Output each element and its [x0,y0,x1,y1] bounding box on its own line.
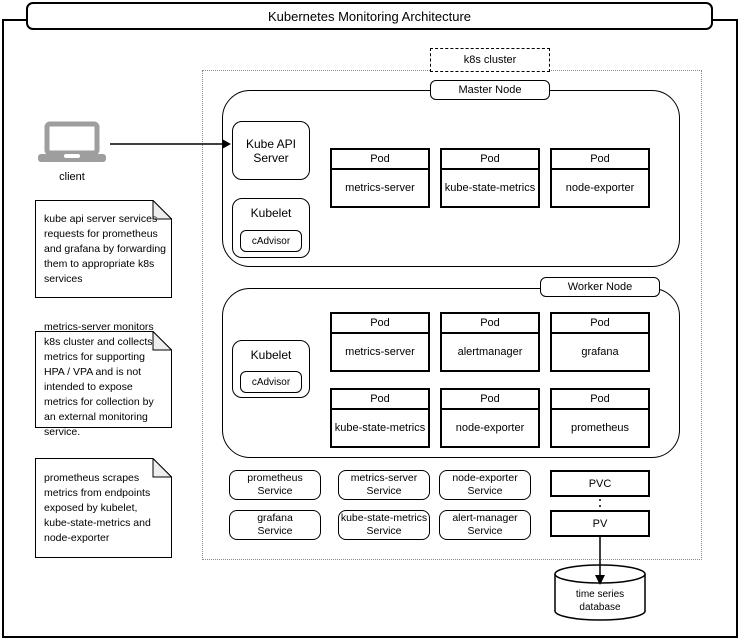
pod-app-label: kube-state-metrics [334,422,426,434]
service-name: node-exporter [452,472,518,484]
pod-app-label: metrics-server [345,182,415,194]
pod-header: Pod [442,390,538,410]
note-text: kube api server services requests for prometheus and grafana by forwarding them to appropriate k8s services [44,212,166,285]
service-kube-state-metrics [338,510,430,540]
service-type: Service [257,525,293,537]
pod-worker-node-exporter [440,388,540,448]
note-metrics-server [35,320,172,438]
service-name: grafana [257,512,293,524]
kubelet-label: Kubelet [250,348,292,362]
master-node-label-text: Master Node [458,84,522,96]
kube-api-server-box [232,121,310,180]
worker-node-label [540,277,660,297]
pod-header: Pod [332,390,428,410]
master-node-label [430,80,550,100]
service-node-exporter [439,470,531,500]
pod-header: Pod [442,314,538,334]
note-kube-api-server [35,200,172,298]
pod-app-label: kube-state-metrics [444,182,536,194]
pod-master-metrics-server [330,148,430,208]
note-text: prometheus scrapes metrics from endpoints exposed by kubelet, kube-state-metrics and node-exporter [44,471,151,544]
pod-app-label: prometheus [570,422,630,434]
kube-api-server-label: Kube API Server [245,136,297,165]
service-name: prometheus [247,472,303,484]
pod-header: Pod [552,390,648,410]
service-metrics-server [338,470,430,500]
pvc-box [550,470,650,497]
pod-worker-prometheus [550,388,650,448]
note-prometheus [35,458,172,558]
service-prometheus [229,470,321,500]
client-label: client [59,171,85,183]
pod-header: Pod [332,314,428,334]
worker-cadvisor-box [240,371,302,393]
service-name: metrics-server [350,472,418,484]
service-type: Service [467,485,503,497]
pod-worker-grafana [550,312,650,372]
laptop-icon [38,121,106,165]
pod-header: Pod [552,314,648,334]
pv-box [550,510,650,537]
pod-worker-kube-state-metrics [330,388,430,448]
cadvisor-label: cAdvisor [251,376,291,388]
diagram-title-box [26,2,713,30]
pod-app-label: node-exporter [455,422,525,434]
pod-app-label: alertmanager [457,346,523,358]
service-type: Service [366,485,402,497]
db-label-line2: database [579,602,621,613]
pv-label: PV [592,517,608,530]
k8s-cluster-label [430,48,550,72]
service-alert-manager [439,510,531,540]
time-series-database-label [555,588,645,614]
pod-header: Pod [442,150,538,170]
k8s-cluster-label-text: k8s cluster [463,54,517,66]
note-text: metrics-server monitors k8s cluster and collects metrics for supporting HPA / VPA and is not intended to expose metrics for collection by an external monitoring service. [44,320,154,438]
db-label-line1: time series [575,589,625,600]
pod-app-label: metrics-server [345,346,415,358]
kubelet-label: Kubelet [250,206,292,220]
pod-header: Pod [552,150,648,170]
pod-app-label: grafana [581,346,619,358]
pvc-label: PVC [588,477,612,490]
service-name: kube-state-metrics [340,512,428,524]
diagram-title: Kubernetes Monitoring Architecture [267,8,472,24]
service-type: Service [366,525,402,537]
master-cadvisor-box [240,230,302,252]
service-type: Service [257,485,293,497]
pod-header: Pod [332,150,428,170]
cadvisor-label: cAdvisor [251,235,291,247]
service-name: alert-manager [452,512,518,524]
pod-master-node-exporter [550,148,650,208]
pod-worker-metrics-server [330,312,430,372]
pod-app-label: node-exporter [565,182,635,194]
pod-master-kube-state-metrics [440,148,540,208]
service-grafana [229,510,321,540]
pod-worker-alertmanager [440,312,540,372]
service-type: Service [467,525,503,537]
worker-node-label-text: Worker Node [567,281,633,293]
